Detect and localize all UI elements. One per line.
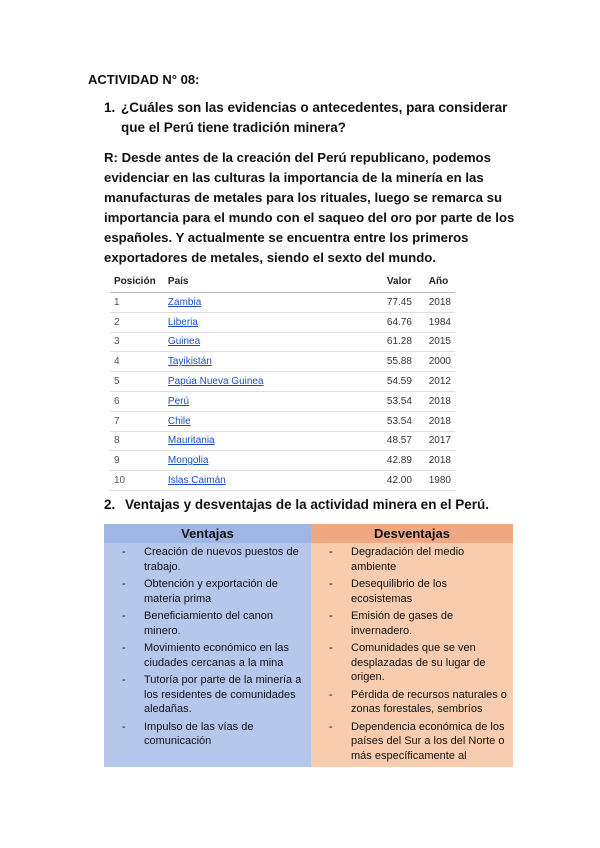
row-country bbox=[164, 411, 383, 431]
question-2 bbox=[104, 497, 489, 512]
country-link[interactable]: Mauritania bbox=[167, 435, 215, 447]
desventajas-cell bbox=[311, 543, 513, 767]
desventaja-item: - Desequilibrio de los ecosistemas bbox=[315, 577, 509, 606]
table-row bbox=[110, 411, 455, 431]
desventajas-header: Desventajas bbox=[311, 524, 513, 543]
row-value: 42.00 bbox=[383, 471, 425, 491]
row-position: 4 bbox=[110, 352, 164, 372]
desventaja-item: - Comunidades que se ven desplazadas de su lugar de origen. bbox=[315, 641, 509, 685]
desventajas-list bbox=[315, 545, 509, 763]
question-1-text: ¿Cuáles son las evidencias o antecedentes, para considerar que el Perú tiene tradición minera? bbox=[121, 100, 508, 135]
header-position: Posición bbox=[110, 270, 164, 293]
table-row bbox=[110, 312, 455, 332]
ventajas-list bbox=[108, 545, 307, 749]
question-1-number: 1. bbox=[104, 100, 116, 115]
row-year: 2018 bbox=[425, 293, 455, 313]
pros-cons-table bbox=[104, 524, 513, 767]
ventaja-item: - Obtención y exportación de materia prima bbox=[108, 577, 307, 606]
desventaja-item: - Emisión de gases de invernadero. bbox=[315, 609, 509, 638]
table-row bbox=[110, 352, 455, 372]
row-year: 2000 bbox=[425, 352, 455, 372]
row-country bbox=[164, 332, 383, 352]
table-row bbox=[110, 451, 455, 471]
table-row bbox=[110, 391, 455, 411]
desventaja-item: - Degradación del medio ambiente bbox=[315, 545, 509, 574]
row-country bbox=[164, 451, 383, 471]
row-value: 61.28 bbox=[383, 332, 425, 352]
row-country bbox=[164, 431, 383, 451]
desventaja-item: - Pérdida de recursos naturales o zonas forestales, sembríos bbox=[315, 688, 509, 717]
country-link[interactable]: Papúa Nueva Guinea bbox=[167, 376, 264, 388]
row-year: 2017 bbox=[425, 431, 455, 451]
ranking-table bbox=[110, 270, 455, 491]
question-1 bbox=[104, 98, 534, 138]
row-year: 2015 bbox=[425, 332, 455, 352]
row-position: 10 bbox=[110, 471, 164, 491]
row-value: 64.76 bbox=[383, 312, 425, 332]
country-link[interactable]: Chile bbox=[167, 415, 191, 427]
row-position: 5 bbox=[110, 372, 164, 392]
row-year: 2018 bbox=[425, 451, 455, 471]
row-country bbox=[164, 352, 383, 372]
row-position: 3 bbox=[110, 332, 164, 352]
row-year: 2018 bbox=[425, 391, 455, 411]
table-row bbox=[110, 431, 455, 451]
row-year: 1984 bbox=[425, 312, 455, 332]
country-link[interactable]: Mongolia bbox=[167, 455, 209, 467]
row-position: 6 bbox=[110, 391, 164, 411]
row-value: 55.88 bbox=[383, 352, 425, 372]
table-row bbox=[110, 332, 455, 352]
row-position: 1 bbox=[110, 293, 164, 313]
country-link[interactable]: Guinea bbox=[167, 336, 201, 348]
row-year: 2018 bbox=[425, 411, 455, 431]
desventaja-item: - Dependencia económica de los países del Sur a los del Norte o más específicamente al bbox=[315, 720, 509, 764]
ventaja-item: - Movimiento económico en las ciudades cercanas a la mina bbox=[108, 641, 307, 670]
country-link[interactable]: Tayikistán bbox=[167, 356, 212, 368]
header-value: Valor bbox=[383, 270, 425, 293]
row-position: 9 bbox=[110, 451, 164, 471]
row-year: 2012 bbox=[425, 372, 455, 392]
ranking-header-row bbox=[110, 270, 455, 293]
row-country bbox=[164, 391, 383, 411]
activity-title: ACTIVIDAD N° 08: bbox=[88, 72, 200, 87]
table-row bbox=[110, 293, 455, 313]
ventajas-cell bbox=[104, 543, 311, 767]
row-value: 77.45 bbox=[383, 293, 425, 313]
ventaja-item: - Beneficiamiento del canon minero. bbox=[108, 609, 307, 638]
row-position: 7 bbox=[110, 411, 164, 431]
ranking-body bbox=[110, 293, 455, 491]
row-value: 53.54 bbox=[383, 391, 425, 411]
question-2-text: Ventajas y desventajas de la actividad minera en el Perú. bbox=[125, 497, 489, 512]
country-link[interactable]: Liberia bbox=[167, 316, 198, 328]
row-country bbox=[164, 471, 383, 491]
table-row bbox=[110, 471, 455, 491]
row-country bbox=[164, 293, 383, 313]
row-country bbox=[164, 312, 383, 332]
row-value: 42.89 bbox=[383, 451, 425, 471]
row-value: 53.54 bbox=[383, 411, 425, 431]
country-link[interactable]: Perú bbox=[167, 395, 190, 407]
row-year: 1980 bbox=[425, 471, 455, 491]
row-value: 48.57 bbox=[383, 431, 425, 451]
country-link[interactable]: Islas Caimán bbox=[167, 475, 226, 487]
row-position: 8 bbox=[110, 431, 164, 451]
row-position: 2 bbox=[110, 312, 164, 332]
ventaja-item: - Creación de nuevos puestos de trabajo. bbox=[108, 545, 307, 574]
answer-1: R: Desde antes de la creación del Perú republicano, podemos evidenciar en las culturas la importancia de la minería en las manufacturas de metales para los rituales, luego se remarca su importancia para el mundo con el saqueo del oro por parte de los españoles. Y actualmente se encuentra entre los primeros exportadores de metales, siendo el sexto del mundo. bbox=[104, 150, 515, 265]
row-value: 54.59 bbox=[383, 372, 425, 392]
header-year: Año bbox=[425, 270, 455, 293]
header-country: País bbox=[164, 270, 383, 293]
row-country bbox=[164, 372, 383, 392]
question-2-number: 2. bbox=[104, 497, 116, 512]
ventaja-item: - Impulso de las vías de comunicación bbox=[108, 720, 307, 749]
ventajas-header: Ventajas bbox=[104, 524, 311, 543]
ventaja-item: - Tutoría por parte de la minería a los residentes de comunidades aledañas. bbox=[108, 673, 307, 717]
country-link[interactable]: Zambia bbox=[167, 296, 202, 308]
table-row bbox=[110, 372, 455, 392]
